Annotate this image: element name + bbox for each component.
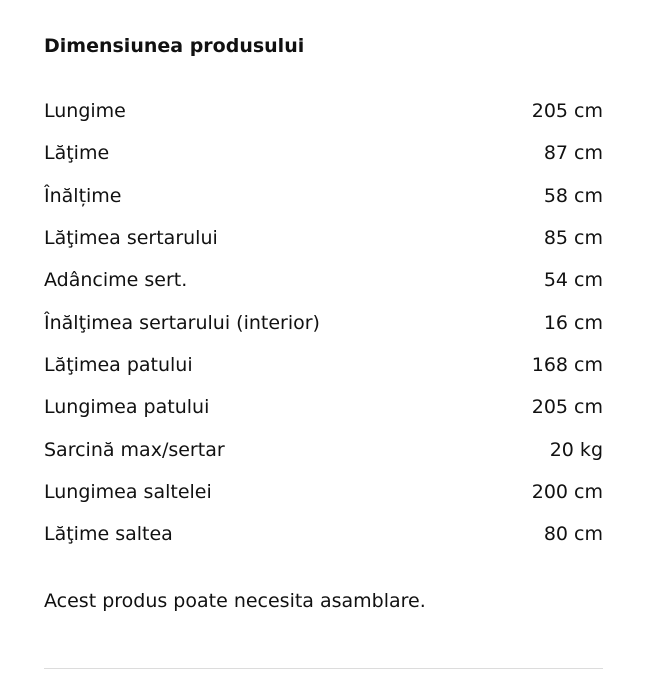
dimension-value: 54 cm: [543, 269, 603, 292]
dimension-label: Lăţimea sertarului: [44, 227, 218, 250]
dimension-label: Lăţime saltea: [44, 523, 173, 546]
dimension-value: 205 cm: [531, 396, 603, 419]
dimension-row: [44, 132, 603, 174]
dimension-label: Lungime: [44, 100, 126, 123]
dimension-row: [44, 217, 603, 259]
dimension-label: Înălţimea sertarului (interior): [44, 311, 320, 334]
dimension-value: 16 cm: [543, 311, 603, 334]
dimension-row: [44, 513, 603, 555]
dimension-row: [44, 90, 603, 132]
dimension-row: [44, 471, 603, 513]
dimension-row: [44, 428, 603, 470]
dimension-label: Lungimea patului: [44, 396, 210, 419]
section-divider: [44, 668, 603, 669]
dimension-value: 20 kg: [549, 438, 603, 461]
dimension-label: Lungimea saltelei: [44, 480, 212, 503]
dimension-label: Lăţime: [44, 142, 110, 165]
dimension-row: [44, 386, 603, 428]
section-title: Dimensiunea produsului: [44, 35, 305, 57]
dimension-label: Lăţimea patului: [44, 353, 193, 376]
dimension-value: 58 cm: [543, 184, 603, 207]
dimension-label: Sarcină max/sertar: [44, 438, 225, 461]
dimension-value: 85 cm: [543, 227, 603, 250]
dimension-row: [44, 344, 603, 386]
dimension-label: Adâncime sert.: [44, 269, 188, 292]
assembly-note: Acest produs poate necesita asamblare.: [44, 590, 426, 612]
dimension-label: Înălțime: [44, 184, 122, 207]
dimension-row: [44, 301, 603, 343]
dimensions-list: [44, 90, 603, 555]
dimension-row: [44, 259, 603, 301]
dimension-value: 200 cm: [531, 480, 603, 503]
dimension-value: 87 cm: [543, 142, 603, 165]
dimension-value: 80 cm: [543, 523, 603, 546]
dimension-row: [44, 175, 603, 217]
dimension-value: 168 cm: [531, 353, 603, 376]
dimension-value: 205 cm: [531, 100, 603, 123]
